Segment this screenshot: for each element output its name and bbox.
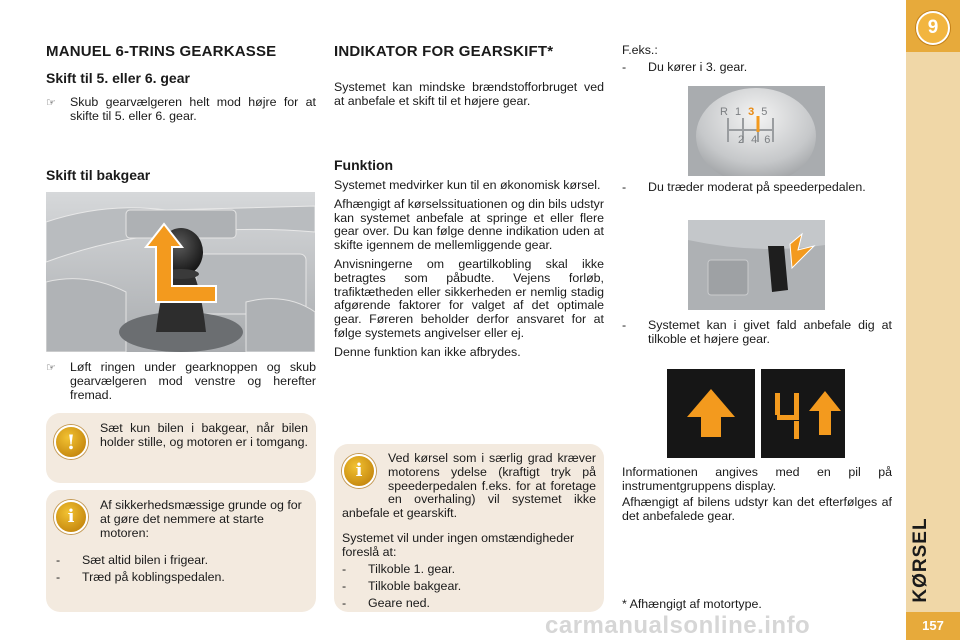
list-item: - Træd på koblingspedalen. (56, 569, 225, 584)
chapter-title: KØRSEL (910, 517, 931, 603)
indicator-info-box (334, 444, 604, 612)
info-line: Informationen angives med en pil på instrumentgruppens display. (622, 465, 892, 493)
function-paragraphs (334, 179, 604, 365)
pointer-hand-icon: ☞ (46, 362, 56, 374)
function-paragraph: Denne funktion kan ikke afbrydes. (334, 344, 521, 359)
reverse-bullet (46, 361, 316, 402)
function-heading: Funktion (334, 157, 394, 173)
warning-box (46, 413, 316, 483)
safety-info-list (56, 554, 308, 588)
pointer-hand-icon: ☞ (46, 97, 56, 109)
followed-line: Afhængigt af bilens udstyr kan det efterfølges af det anbefalede gear. (622, 495, 892, 523)
footnote: * Afhængigt af motortype. (622, 597, 762, 611)
chapter-number-badge: 9 (916, 11, 950, 45)
pedal-illustration (688, 220, 825, 310)
arrow-with-gear-icon (761, 369, 845, 458)
info-icon: i (54, 500, 88, 534)
function-paragraph: Afhængigt af kørselssituationen og din bils udstyr kan systemet anbefale at springe et eller flere gear over. Du kan følge denne indikation uden at skifte igennem de mellemliggende gear. (334, 196, 604, 253)
indicator-info-text2: Systemet vil under ingen omstændigheder foreslå at: (342, 531, 575, 559)
indicator-info-list (342, 563, 596, 613)
gear-pattern-illustration (688, 86, 825, 176)
example-step-3: - Systemet kan i givet fald anbefale dig at tilkoble et højere gear. (622, 318, 892, 346)
list-item: - Tilkoble bakgear. (342, 578, 462, 593)
indicator-info-text1: Ved kørsel som i særlig grad kræver motorens ydelse (kraftigt tryk på speederpedalen f.eks. for at foretage en overhaling) vil systemet ikke anbefale et gearskift. (342, 451, 596, 521)
fifth-sixth-heading: Skift til 5. eller 6. gear (46, 70, 190, 86)
fifth-sixth-text: Skub gearvælgeren helt mod højre for at skifte til 5. eller 6. gear. (70, 95, 316, 123)
manual-title: MANUEL 6-TRINS GEARKASSE (46, 43, 277, 60)
example-step-1: - Du kører i 3. gear. (622, 60, 748, 74)
arrow-up-icon (667, 369, 755, 458)
display-arrow-panel (667, 369, 755, 458)
display-gear-digit (761, 369, 762, 370)
page-number: 157 (906, 612, 960, 640)
function-paragraph: Anvisningerne om geartilkobling skal ikke betragtes som påbudte. Vejens forløb, trafiktætheden eller sikkerheden er nemlig stadig afgørende faktorer for valget af det optimale gear. Føreren beholder derfor ansvaret for at følge systemets angivelser eller ej. (334, 256, 604, 340)
watermark: carmanualsonline.info (545, 612, 811, 639)
safety-info-text: Af sikkerhedsmæssige grunde og for at gøre det nemmere at starte motoren: (100, 498, 302, 540)
icon-spacer (342, 452, 388, 494)
warning-text: Sæt kun bilen i bakgear, når bilen holder stille, og motoren er i tomgang. (100, 421, 308, 449)
display-arrow-gear-panel (761, 369, 845, 458)
gear-labels-top: R135 (720, 106, 775, 118)
warning-exclamation-icon: ! (54, 425, 88, 459)
gear-knob-illustration (46, 192, 315, 352)
indicator-title: INDIKATOR FOR GEARSKIFT* (334, 43, 554, 60)
reverse-text: Løft ringen under gearknoppen og skub gearvælgeren mod venstre og herefter fremad. (70, 360, 316, 402)
list-item: - Sæt altid bilen i frigear. (56, 553, 209, 567)
example-step-2: - Du træder moderat på speederpedalen. (622, 180, 866, 194)
function-paragraph: Systemet medvirker kun til en økonomisk kørsel. (334, 178, 601, 192)
gear-pattern-photo (688, 86, 825, 176)
gear-knob-photo (46, 192, 315, 352)
info-icon: i (342, 454, 376, 488)
list-item: - Tilkoble 1. gear. (342, 562, 456, 576)
indicator-info-text (342, 452, 596, 521)
list-item: - Geare ned. (342, 595, 430, 610)
fifth-sixth-bullet (46, 96, 316, 124)
gear-labels-bottom: 246 (738, 134, 778, 146)
safety-info-box (46, 490, 316, 612)
indicator-intro: Systemet kan mindske brændstofforbruget ved at anbefale et skift til et højere gear. (334, 80, 604, 108)
example-label: F.eks.: (622, 43, 658, 57)
accelerator-pedal-photo (688, 220, 825, 310)
reverse-heading: Skift til bakgear (46, 167, 151, 183)
